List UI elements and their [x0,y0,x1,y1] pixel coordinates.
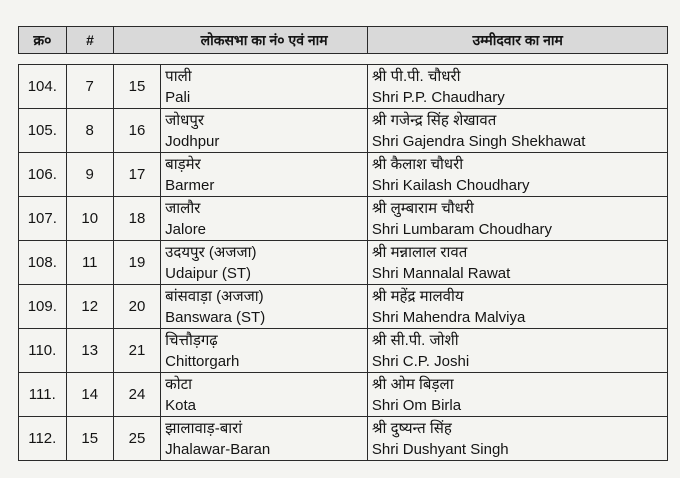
serial-number: 108. [19,241,67,285]
constituency-name-english: Udaipur (ST) [165,264,252,282]
constituency-name-hindi: चित्तौड़गढ़ [165,331,218,349]
candidate-name-hindi: श्री मन्नालाल रावत [371,243,468,261]
constituency-number: 17 [113,153,160,197]
candidate-name [367,197,667,241]
constituency-name-hindi: जोधपुर [165,111,205,129]
constituency-name-hindi: पाली [165,67,192,85]
candidate-name [367,109,667,153]
serial-number: 110. [19,329,67,373]
candidate-name-english: Shri Lumbaram Choudhary [371,220,552,238]
serial-number: 111. [19,373,67,417]
constituency-name [161,329,368,373]
row-number: 10 [66,197,113,241]
table-row [19,373,668,417]
table-row [19,285,668,329]
header-constituency: लोकसभा का नं० एवं नाम [161,27,368,54]
table-header [18,26,668,54]
table-row [19,241,668,285]
table-row [19,329,668,373]
constituency-name [161,153,368,197]
constituency-name-english: Barmer [165,176,215,194]
constituency-name-english: Jodhpur [165,132,220,150]
row-number: 8 [66,109,113,153]
candidate-name-english: Shri Om Birla [371,396,462,414]
row-number: 13 [66,329,113,373]
header-kram: क्र० [19,27,67,54]
row-number: 14 [66,373,113,417]
constituency-name-english: Jalore [165,220,207,238]
constituency-name-english: Jhalawar-Baran [165,440,271,458]
candidate-name-english: Shri Mannalal Rawat [371,264,511,282]
candidate-name-hindi: श्री महेंद्र मालवीय [371,287,464,305]
candidate-name-hindi: श्री लुम्बाराम चौधरी [371,199,474,217]
candidate-name-hindi: श्री सी.पी. जोशी [371,331,459,349]
table-row [19,153,668,197]
candidate-table [18,64,668,461]
constituency-name [161,285,368,329]
constituency-number: 16 [113,109,160,153]
serial-number: 109. [19,285,67,329]
constituency-name-hindi: जालौर [165,199,201,217]
constituency-name-hindi: बाड़मेर [165,155,201,173]
header-candidate: उम्मीदवार का नाम [368,27,668,54]
row-number: 12 [66,285,113,329]
serial-number: 106. [19,153,67,197]
table-row [19,197,668,241]
candidate-name [367,373,667,417]
constituency-name-hindi: झालावाड़-बारां [165,419,243,437]
serial-number: 112. [19,417,67,461]
constituency-number: 19 [113,241,160,285]
table-row [19,417,668,461]
candidate-name [367,65,667,109]
constituency-name [161,197,368,241]
row-number: 15 [66,417,113,461]
constituency-name-english: Kota [165,396,197,414]
constituency-name-english: Chittorgarh [165,352,240,370]
candidate-name-english: Shri Dushyant Singh [371,440,509,458]
candidate-name-hindi: श्री पी.पी. चौधरी [371,67,461,85]
constituency-number: 21 [113,329,160,373]
candidate-name [367,329,667,373]
constituency-name [161,417,368,461]
serial-number: 105. [19,109,67,153]
candidate-name [367,241,667,285]
candidate-name [367,417,667,461]
serial-number: 104. [19,65,67,109]
constituency-name [161,65,368,109]
constituency-name-english: Pali [165,88,191,106]
constituency-name [161,241,368,285]
candidate-name-english: Shri P.P. Chaudhary [371,88,505,106]
constituency-name-hindi: बांसवाड़ा (अजजा) [165,287,264,305]
constituency-number: 20 [113,285,160,329]
row-number: 9 [66,153,113,197]
constituency-name-english: Banswara (ST) [165,308,266,326]
candidate-name [367,285,667,329]
constituency-name [161,373,368,417]
constituency-name-hindi: उदयपुर (अजजा) [165,243,257,261]
candidate-name-hindi: श्री गजेन्द्र सिंह शेखावत [371,111,497,129]
candidate-name-hindi: श्री दुष्यन्त सिंह [371,419,452,437]
candidate-name-english: Shri Mahendra Malviya [371,308,526,326]
candidate-name-hindi: श्री कैलाश चौधरी [371,155,464,173]
serial-number: 107. [19,197,67,241]
candidate-name [367,153,667,197]
row-number: 11 [66,241,113,285]
candidate-name-english: Shri Kailash Choudhary [371,176,530,194]
table-row [19,65,668,109]
candidate-name-english: Shri C.P. Joshi [371,352,470,370]
constituency-number: 24 [113,373,160,417]
constituency-name [161,109,368,153]
constituency-number: 25 [113,417,160,461]
candidate-name-english: Shri Gajendra Singh Shekhawat [371,132,586,150]
candidate-name-hindi: श्री ओम बिड़ला [371,375,454,393]
header-hash: # [66,27,114,54]
constituency-number: 18 [113,197,160,241]
constituency-name-hindi: कोटा [165,375,193,393]
constituency-number: 15 [113,65,160,109]
row-number: 7 [66,65,113,109]
table-row [19,109,668,153]
